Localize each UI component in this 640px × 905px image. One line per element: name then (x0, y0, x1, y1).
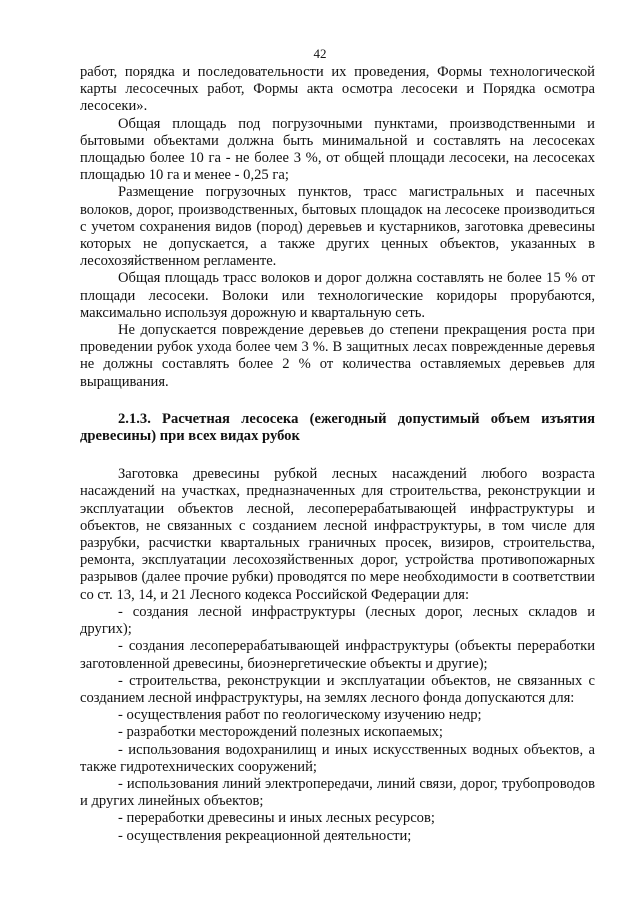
paragraph: Не допускается повреждение деревьев до степени прекращения роста при проведении рубок ухода более чем 3 %. В защитных лесах поврежденные деревья не должны составлять более 2 % от количества оставляемых деревьев для выращивания. (80, 322, 595, 390)
page-number: 42 (313, 46, 327, 61)
list-item: - использования водохранилищ и иных искусственных водных объектов, а также гидротехнических сооружений; (80, 741, 595, 775)
paragraph: Размещение погрузочных пунктов, трасс магистральных и пасечных волоков, дорог, производственных, бытовых площадок на лесосеке производиться с учетом сохранения видов (пород) деревьев и кустарников, заготовка древесины которых не допускается, а также других ценных объектов, указанных в лесохозяйственном регламенте. (80, 184, 595, 270)
list-item: - переработки древесины и иных лесных ресурсов; (118, 810, 435, 827)
paragraph: работ, порядка и последовательности их проведения, Формы технологической карты лесосечных работ, Формы акта осмотра лесосеки и Порядка осмотра лесосеки». (80, 64, 595, 115)
list-item: - строительства, реконструкции и эксплуатации объектов, не связанных с созданием лесной инфраструктуры, на землях лесного фонда допускаются для: (80, 672, 595, 706)
list-item: - осуществления рекреационной деятельности; (118, 827, 412, 844)
list-item: - разработки месторождений полезных ископаемых; (118, 724, 443, 741)
list-item: - создания лесоперерабатывающей инфраструктуры (объекты переработки заготовленной древесины, биоэнергетические объекты и другие); (80, 638, 595, 672)
list-item: - создания лесной инфраструктуры (лесных дорог, лесных складов и других); (80, 603, 595, 638)
paragraph: Общая площадь трасс волоков и дорог должна составлять не более 15 % от площади лесосеки. Волоки или технологические коридоры прорубаются, максимально используя дорожную и квартальную сеть. (80, 270, 595, 321)
list-item: - использования линий электропередачи, линий связи, дорог, трубопроводов и других линейных объектов; (80, 775, 595, 810)
paragraph: Общая площадь под погрузочными пунктами, производственными и бытовыми объектами должна быть минимальной и составлять на лесосеках площадью более 10 га - не более 3 %, от общей площади лесосеки, на лесосеках площадью 10 га и менее - 0,25 га; (80, 115, 595, 184)
paragraph: Заготовка древесины рубкой лесных насаждений любого возраста насаждений на участках, предназначенных для строительства, реконструкции и эксплуатации объектов лесной, лесоперерабатывающей инфраструктуры и объектов, не связанных с созданием лесной инфраструктуры, в том числе для разрубки, расчистки квартальных граничных просек, визиров, строительства, ремонта, эксплуатации лесохозяйственных дорог, устройства противопожарных разрывов (далее прочие рубки) проводятся по мере необходимости в соответствии со ст. 13, 14, и 21 Лесного кодекса Российской Федерации для: (80, 466, 595, 603)
section-heading: 2.1.3. Расчетная лесосека (ежегодный допустимый объем изъятия древесины) при всех видах рубок (80, 410, 595, 445)
document-body (80, 64, 595, 845)
list-item: - осуществления работ по геологическому изучению недр; (118, 707, 482, 724)
